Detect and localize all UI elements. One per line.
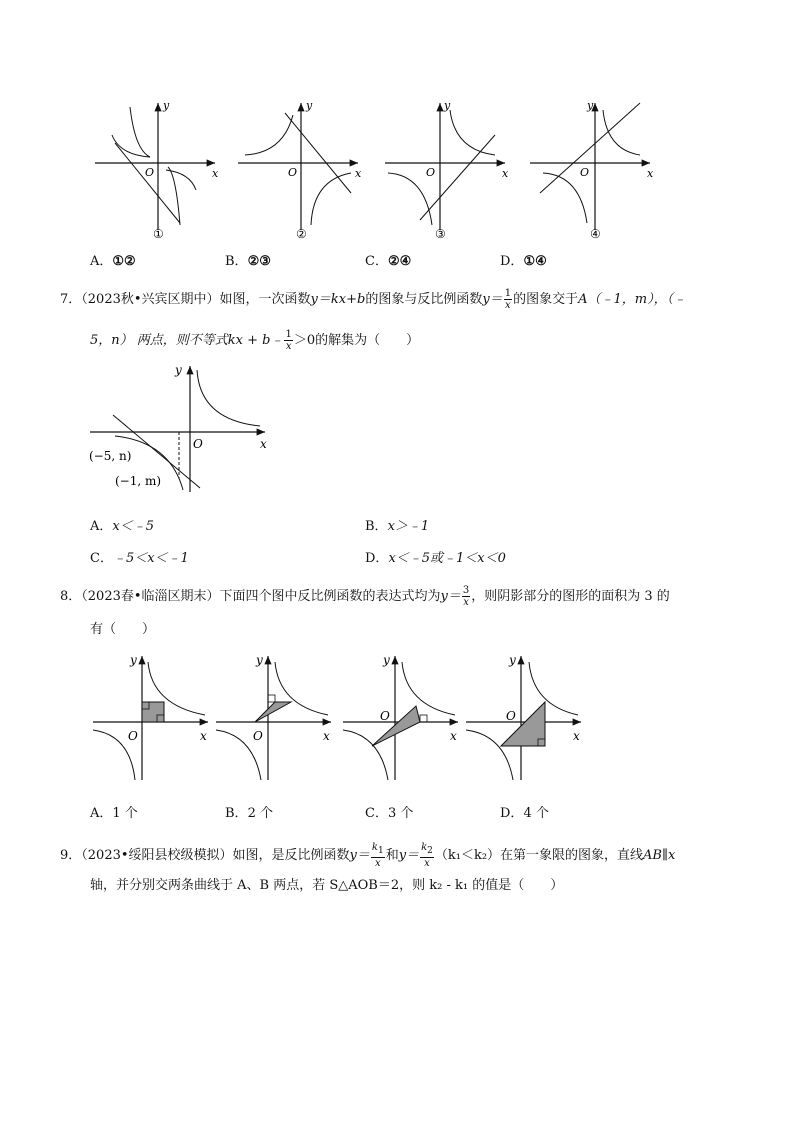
svg-text:y: y	[383, 653, 390, 667]
q8-option-d[interactable]: D．4 个	[500, 806, 549, 821]
q7-point-label-1: (−5, n)	[89, 449, 132, 463]
q6-option-a[interactable]: A．①②	[90, 254, 136, 269]
svg-text:x: x	[260, 437, 267, 451]
svg-text:O: O	[380, 709, 390, 723]
q6-option-d[interactable]: D．①④	[500, 254, 547, 269]
q7-option-d[interactable]: D．x＜﹣5或﹣1＜x＜0	[365, 551, 506, 566]
q7-figure	[85, 360, 275, 495]
q8-figure-4	[463, 650, 588, 785]
q7-point-label-2: (−1, m)	[115, 474, 162, 488]
svg-text:y: y	[306, 99, 313, 112]
q6-option-c[interactable]: C．②④	[365, 254, 412, 269]
q6-figure-1	[90, 95, 220, 240]
svg-text:y: y	[444, 99, 451, 112]
svg-text:x: x	[573, 729, 580, 743]
q6-fig1-o: O	[145, 166, 155, 179]
svg-text:x: x	[323, 729, 330, 743]
q6-figure-3	[380, 95, 510, 240]
svg-text:O: O	[193, 437, 203, 451]
q6-fig1-label: ①	[153, 227, 164, 241]
q8-option-b[interactable]: B．2 个	[225, 806, 273, 821]
q6-fig1-x: x	[212, 167, 219, 180]
q6-fig4-label: ④	[590, 227, 601, 241]
q6-fig2-label: ②	[296, 227, 307, 241]
svg-text:y: y	[256, 653, 263, 667]
q7-stem-line2: 5，n） 两点，则不等式kx + b﹣ $\frac{1}{x}$ ＞0的解集为（ ）	[90, 329, 420, 352]
svg-text:x: x	[450, 729, 457, 743]
svg-text:O: O	[253, 729, 263, 743]
svg-text:O: O	[128, 729, 138, 743]
svg-text:x: x	[355, 167, 362, 180]
q8-stem-line2: 有（ ）	[90, 622, 156, 637]
q8-figure-3	[340, 650, 465, 785]
q6-fig3-label: ③	[435, 227, 446, 241]
q8-option-c[interactable]: C．3 个	[365, 806, 414, 821]
q7-option-a[interactable]: A．x＜﹣5	[90, 519, 154, 534]
svg-text:y: y	[175, 363, 182, 377]
svg-text:x: x	[502, 167, 509, 180]
q9-stem-line1: 9．（2023•绥阳县校级模拟）如图，是反比例函数y＝ $\frac{k_1}{x}$ 和y＝ $\frac{k_2}{x}$ （k₁＜k₂）在第一象限的图象，直线AB∥x	[60, 842, 676, 869]
q7-option-c[interactable]: C．﹣5＜x＜﹣1	[90, 551, 189, 566]
q6-figure-2	[233, 95, 363, 240]
q6-option-b[interactable]: B．②③	[225, 254, 271, 269]
q8-option-a[interactable]: A．1 个	[90, 806, 138, 821]
q6-fig1-y: y	[163, 99, 170, 112]
q7-option-b[interactable]: B．x＞﹣1	[365, 519, 430, 534]
svg-text:x: x	[200, 729, 207, 743]
q6-figure-4	[525, 95, 655, 240]
svg-text:O: O	[288, 166, 298, 179]
svg-text:O: O	[426, 166, 436, 179]
q9-stem-line2: 轴，并分别交两条曲线于 A、B 两点，若 S△AOB＝2，则 k₂ - k₁ 的值是（ ）	[90, 878, 564, 893]
svg-text:x: x	[647, 167, 654, 180]
svg-text:O: O	[580, 166, 590, 179]
q8-figure-2	[213, 650, 338, 785]
svg-text:O: O	[506, 709, 516, 723]
svg-text:y: y	[587, 99, 594, 112]
q8-figure-1	[90, 650, 215, 785]
svg-text:y: y	[130, 653, 137, 667]
q8-stem-line1: 8．（2023春•临淄区期末）下面四个图中反比例函数的表达式均为y＝ $\frac{3}{x}$ ，则阴影部分的图形的面积为 3 的	[60, 585, 670, 608]
svg-text:y: y	[509, 653, 516, 667]
q7-stem-line1: 7．（2023秋•兴宾区期中）如图，一次函数y＝kx+b的图象与反比例函数y＝ $\frac{1}{x}$ 的图象交于A（﹣1，m），（﹣	[60, 288, 687, 311]
